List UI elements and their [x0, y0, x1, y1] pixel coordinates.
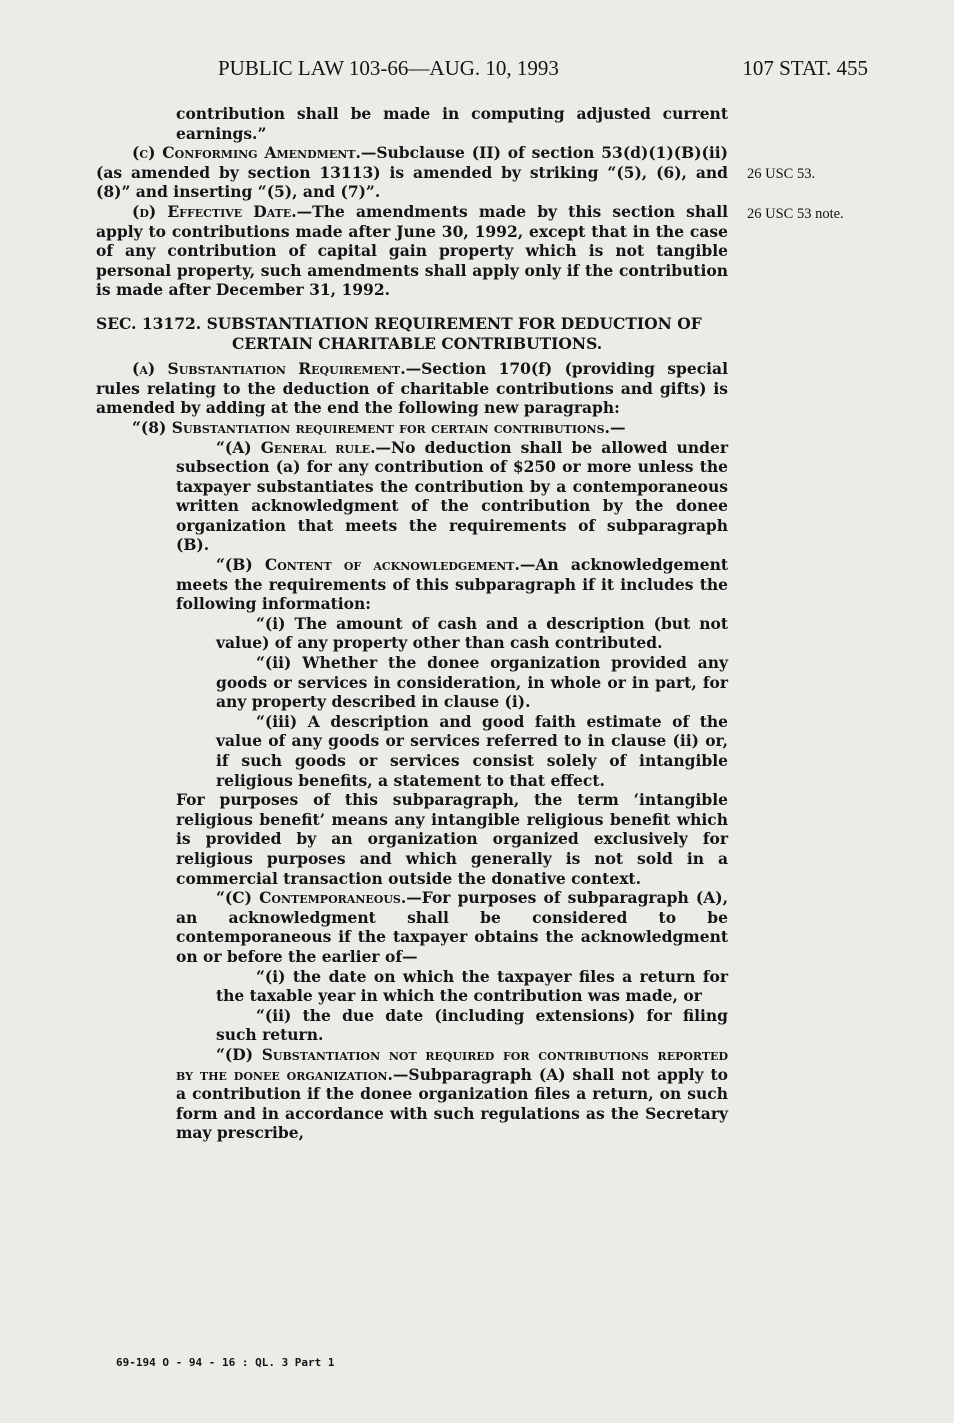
- subparagraph-d: [176, 1045, 728, 1143]
- printer-footer: 69-194 O - 94 - 16 : QL. 3 Part 1: [116, 1356, 335, 1369]
- subsection-a-text: —Section 170(f) (providing special rules relating to the deduction of charitable contributions and gifts) is amended by adding at the end the following new paragraph:: [96, 359, 728, 418]
- subsection-a: [96, 359, 728, 418]
- subsection-c-label: (c) Conforming Amendment.: [132, 143, 361, 163]
- clause-b-iii: “(iii) A description and good faith estimate of the value of any goods or services referred to in clause (ii) or, if such goods or services consist solely of intangible religious benefits, a statement to that effect.: [216, 711, 728, 790]
- paragraph-8-dash: —: [609, 417, 626, 437]
- subparagraph-c-label: “(C) Contemporaneous.: [216, 888, 407, 908]
- paragraph-contribution: contribution shall be made in computing adjusted current earnings.”: [176, 104, 728, 143]
- subparagraph-a-text: —No deduction shall be allowed under subsection (a) for any contribution of $250 or more unless the taxpayer substantiates the contribution by a contemporaneous written acknowledgment of the contribution by the donee organization that meets the requirements of subparagraph (B).: [176, 437, 728, 555]
- header-page-ref: 107 STAT. 455: [742, 56, 868, 80]
- header-title: PUBLIC LAW 103-66—AUG. 10, 1993: [218, 56, 559, 80]
- subparagraph-c: [176, 888, 728, 966]
- subparagraph-a: [176, 438, 728, 556]
- subparagraph-b-text: —An acknowledgement meets the requirements of this subparagraph if it includes the following information:: [176, 555, 728, 614]
- subparagraph-b-label: “(B) Content of acknowledgement.: [216, 555, 520, 575]
- subparagraph-d-label: “(D) Substantiation not required for contributions reported by the donee organization.: [176, 1044, 728, 1084]
- clause-c-ii: “(ii) the due date (including extensions) for filing such return.: [216, 1005, 728, 1045]
- subsection-d-label: (d) Effective Date.: [132, 201, 297, 221]
- paragraph-8-label: “(8) Substantiation requirement for certain contributions.: [132, 417, 610, 437]
- clause-c-i: “(i) the date on which the taxpayer files a return for the taxable year in which the contribution was made, or: [216, 966, 728, 1006]
- clause-b-ii: “(ii) Whether the donee organization provided any goods or services in consideration, in whole or in part, for any property described in clause (i).: [216, 653, 728, 712]
- margin-note-1: 26 USC 53.: [747, 166, 816, 182]
- subsection-d: [96, 202, 728, 300]
- subparagraph-a-label: “(A) General rule.: [216, 437, 376, 457]
- paragraph-8: [96, 418, 728, 438]
- margin-note-2: 26 USC 53 note.: [747, 206, 844, 222]
- subparagraph-b-tail: For purposes of this subparagraph, the term ‘intangible religious benefit’ means any intangible religious benefit which is provided by an organization organized exclusively for religious purposes and which generally is not sold in a commercial transaction outside the donative context.: [176, 790, 728, 888]
- subsection-c-text: —Subclause (II) of section 53(d)(1)(B)(ii) (as amended by section 13113) is amended by striking “(5), (6), and (8)” and inserting “(5), and (7)”.: [96, 143, 728, 202]
- section-heading: [96, 314, 728, 353]
- section-heading-line-1: SEC. 13172. SUBSTANTIATION REQUIREMENT FOR DEDUCTION OF: [96, 313, 702, 333]
- section-heading-line-2: CERTAIN CHARITABLE CONTRIBUTIONS.: [232, 333, 603, 353]
- subparagraph-c-text: —For purposes of subparagraph (A), an acknowledgment shall be considered to be contemporaneous if the taxpayer obtains the acknowledgment on or before the earlier of—: [176, 888, 728, 966]
- subparagraph-d-text: —Subparagraph (A) shall not apply to a contribution if the donee organization files a return, on such form and in accordance with such regulations as the Secretary may prescribe,: [176, 1064, 729, 1143]
- subsection-a-label: (a) Substantiation Requirement.: [132, 359, 406, 379]
- clause-b-i: “(i) The amount of cash and a description (but not value) of any property other than cash contributed.: [216, 613, 728, 653]
- subsection-d-text: —The amendments made by this section shall apply to contributions made after June 30, 1992, except that in the case of any contribution of capital gain property which is not tangible personal property, such amendments shall apply only if the contribution is made after December 31, 1992.: [96, 201, 728, 300]
- body-text: [96, 104, 728, 1143]
- subparagraph-b: [176, 555, 728, 614]
- subsection-c: [96, 143, 728, 202]
